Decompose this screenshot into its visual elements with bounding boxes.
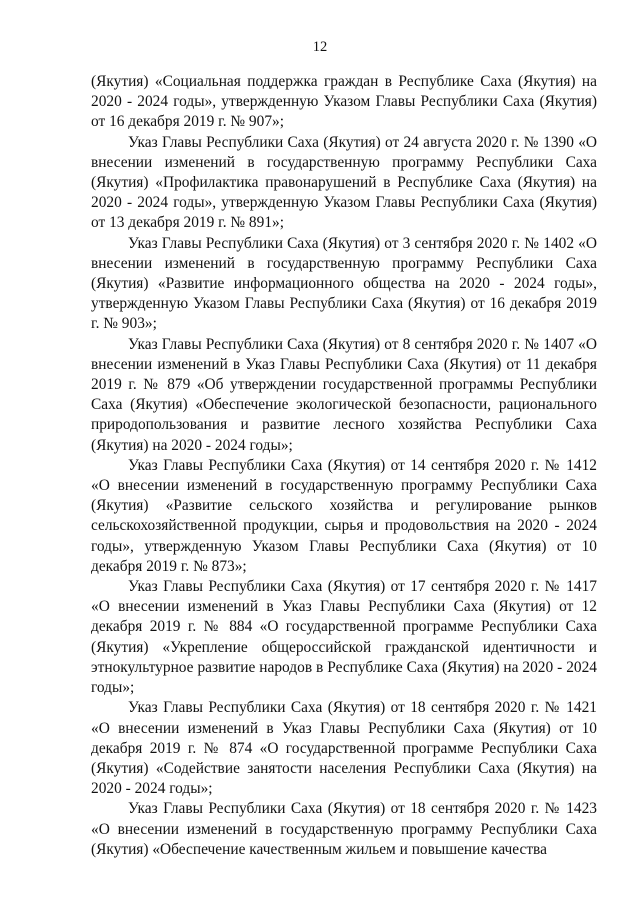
decree-paragraph-1421: Указ Главы Республики Саха (Якутия) от 18 сентября 2020 г. № 1421 «О внесении изменений в Указ Главы Республики Саха (Якутия) от 10 декабря 2019 г. № 874 «О государственной программе Республики Саха (Якутия) «Содействие занятости населения Республики Саха (Якутия) на 2020 - 2024 годы»; [91,699,597,798]
decree-paragraph-1423: Указ Главы Республики Саха (Якутия) от 18 сентября 2020 г. № 1423 «О внесении изменений в государственную программу Республики Саха (Якутия) «Обеспечение качественным жильем и повышение качества [91,800,597,858]
page-number: 12 [312,39,328,55]
decree-paragraph-1390: Указ Главы Республики Саха (Якутия) от 24 августа 2020 г. № 1390 «О внесении изменений в государственную программу Республики Саха (Якутия) «Профилактика правонарушений в Республике Саха (Якутия) на 2020 - 2024 годы», утвержденную Указом Главы Республики Саха (Якутия) от 13 декабря 2019 г. № 891»; [91,133,597,232]
decree-paragraph-1407: Указ Главы Республики Саха (Якутия) от 8 сентября 2020 г. № 1407 «О внесении изменений в Указ Главы Республики Саха (Якутия) от 11 декабря 2019 г. № 879 «Об утверждении государственной программы Республики Саха (Якутия) «Обеспечение экологической безопасности, рационального природопользования и развитие лесного хозяйства Республики Саха (Якутия) на 2020 - 2024 годы»; [91,335,597,454]
document-body [91,72,597,860]
paragraph-continuation: (Якутия) «Социальная поддержка граждан в Республике Саха (Якутия) на 2020 - 2024 годы», утвержденную Указом Главы Республики Саха (Якутия) от 16 декабря 2019 г. № 907»; [91,73,597,131]
decree-paragraph-1402: Указ Главы Республики Саха (Якутия) от 3 сентября 2020 г. № 1402 «О внесении изменений в государственную программу Республики Саха (Якутия) «Развитие информационного общества на 2020 - 2024 годы», утвержденную Указом Главы Республики Саха (Якутия) от 16 декабря 2019 г. № 903»; [91,234,597,333]
decree-paragraph-1412: Указ Главы Республики Саха (Якутия) от 14 сентября 2020 г. № 1412 «О внесении изменений в государственную программу Республики Саха (Якутия) «Развитие сельского хозяйства и регулирование рынков сельскохозяйственной продукции, сырья и продовольствия на 2020 - 2024 годы», утвержденную Указом Главы Республики Саха (Якутия) от 10 декабря 2019 г. № 873»; [91,456,597,575]
decree-paragraph-1417: Указ Главы Республики Саха (Якутия) от 17 сентября 2020 г. № 1417 «О внесении изменений в Указ Главы Республики Саха (Якутия) от 12 декабря 2019 г. № 884 «О государственной программе Республики Саха (Якутия) «Укрепление общероссийской гражданской идентичности и этнокультурное развитие народов в Республике Саха (Якутия) на 2020 - 2024 годы»; [91,578,597,697]
